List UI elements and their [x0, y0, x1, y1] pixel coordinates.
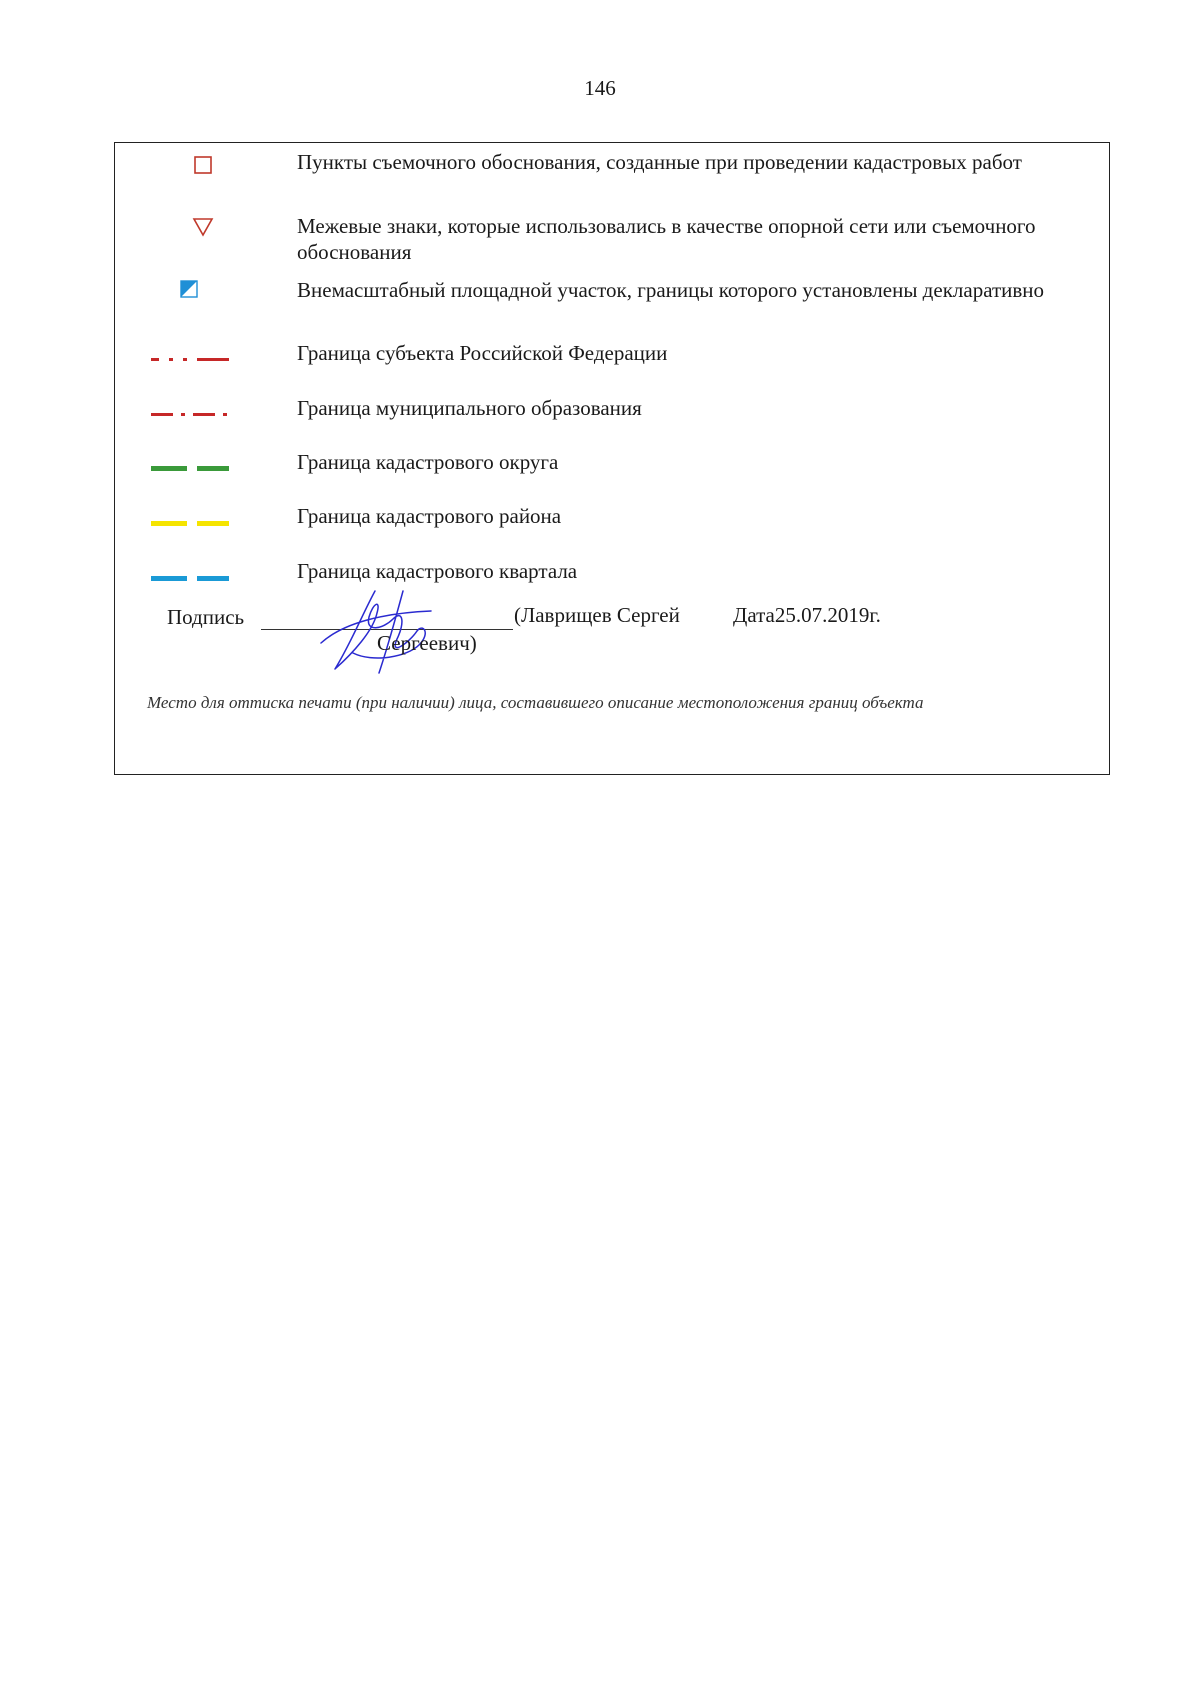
legend-item-label: Граница кадастрового квартала — [297, 559, 578, 583]
legend-item-label: Пункты съемочного обоснования, созданные при проведении кадастровых работ — [297, 150, 1022, 174]
dash-dot-dot-line — [143, 348, 263, 372]
signer-name-continued: Сергеевич) — [377, 631, 477, 655]
dash-dot-line — [143, 403, 263, 427]
stamp-placeholder-note: Место для оттиска печати (при наличии) лица, составившего описание местоположения границ объекта — [147, 693, 924, 712]
signature-row — [115, 591, 1109, 661]
dashed-line — [143, 512, 263, 536]
legend-item-label: Внемасштабный площадной участок, границы которого установлены декларативно — [297, 278, 1045, 302]
dashed-line — [143, 567, 263, 591]
legend-table — [114, 142, 1110, 775]
signature-label: Подпись — [167, 605, 245, 629]
dashed-line — [143, 457, 263, 481]
half-filled-square-icon — [143, 277, 263, 301]
triangle-down-icon — [143, 215, 263, 239]
page-number: 146 — [584, 76, 616, 100]
legend-item-label: Граница субъекта Российской Федерации — [297, 341, 668, 365]
square-icon — [143, 153, 263, 177]
signature-date: Дата25.07.2019г. — [733, 603, 881, 627]
legend-item-label: Граница муниципального образования — [297, 396, 642, 420]
legend-item-label: Граница кадастрового округа — [297, 450, 559, 474]
legend-item-label: Межевые знаки, которые использовались в качестве опорной сети или съемочного обоснования — [297, 214, 1036, 264]
signer-name: (Лаврищев Сергей — [514, 603, 680, 627]
legend-item-label: Граница кадастрового района — [297, 504, 562, 528]
